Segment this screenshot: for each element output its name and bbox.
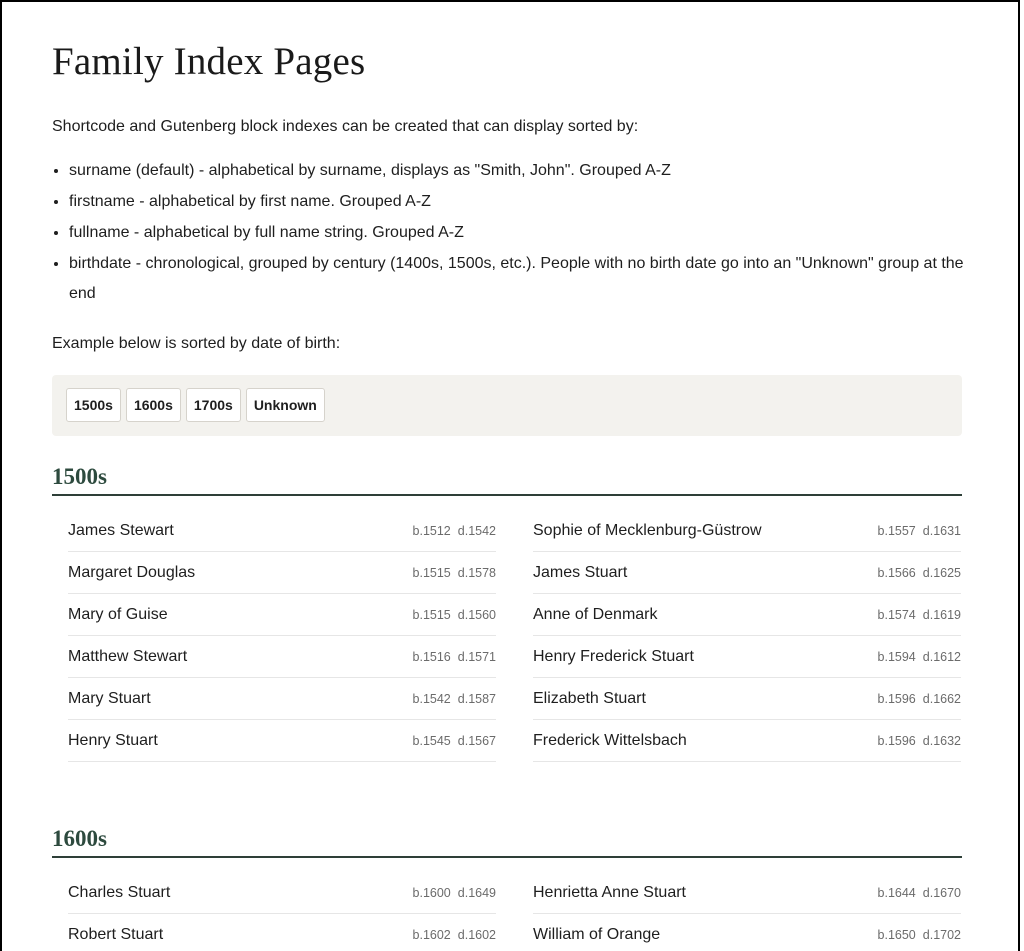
- person-row: [533, 510, 961, 552]
- person-name-link[interactable]: Henry Stuart: [68, 731, 158, 749]
- person-name-link[interactable]: Mary of Guise: [68, 605, 168, 623]
- group-1500s-list: [68, 510, 962, 762]
- person-dates: [878, 566, 961, 580]
- group-1500s-left-column: [68, 510, 496, 762]
- person-row: [68, 636, 496, 678]
- person-dates: [413, 692, 496, 706]
- jump-1500s-button[interactable]: 1500s: [66, 388, 121, 422]
- jump-1600s-button[interactable]: 1600s: [126, 388, 181, 422]
- death-year: d.1649: [457, 885, 496, 900]
- birth-year: b.1594: [877, 649, 916, 664]
- birth-year: b.1596: [877, 733, 916, 748]
- person-row: [533, 720, 961, 762]
- death-year: d.1619: [922, 607, 961, 622]
- person-name-link[interactable]: James Stuart: [533, 563, 628, 581]
- person-row: [533, 678, 961, 720]
- birth-year: b.1650: [877, 927, 916, 942]
- example-text: Example below is sorted by date of birth:: [52, 335, 341, 352]
- person-dates: [413, 928, 496, 942]
- person-name-link[interactable]: Robert Stuart: [68, 925, 164, 943]
- person-row: [533, 552, 961, 594]
- person-dates: [878, 524, 961, 538]
- birth-year: b.1557: [877, 523, 916, 538]
- death-year: d.1670: [922, 885, 961, 900]
- death-year: d.1662: [922, 691, 961, 706]
- group-1600s-list: [68, 872, 962, 951]
- group-1600s-left-column: [68, 872, 496, 951]
- birth-year: b.1545: [412, 733, 451, 748]
- birth-year: b.1644: [877, 885, 916, 900]
- person-name-link[interactable]: Sophie of Mecklenburg-Güstrow: [533, 521, 762, 539]
- person-dates: [878, 608, 961, 622]
- person-name-link[interactable]: Margaret Douglas: [68, 563, 196, 581]
- death-year: d.1587: [457, 691, 496, 706]
- death-year: d.1560: [457, 607, 496, 622]
- death-year: d.1602: [457, 927, 496, 942]
- birth-year: b.1566: [877, 565, 916, 580]
- sort-option-firstname: • firstname - alphabetical by first name. Grouped A-Z: [69, 186, 969, 217]
- person-dates: [413, 566, 496, 580]
- person-dates: [878, 650, 961, 664]
- sort-options-list: [52, 155, 969, 309]
- person-row: [533, 914, 961, 951]
- person-dates: [413, 734, 496, 748]
- person-dates: [878, 886, 961, 900]
- birth-year: b.1600: [412, 885, 451, 900]
- birth-year: b.1574: [877, 607, 916, 622]
- person-name-link[interactable]: William of Orange: [533, 925, 661, 943]
- person-dates: [413, 608, 496, 622]
- birth-year: b.1516: [412, 649, 451, 664]
- person-name-link[interactable]: Frederick Wittelsbach: [533, 731, 687, 749]
- death-year: d.1631: [922, 523, 961, 538]
- person-row: [533, 636, 961, 678]
- century-jump-bar: [52, 375, 962, 436]
- person-dates: [413, 886, 496, 900]
- page-title: Family Index Pages: [52, 40, 366, 83]
- birth-year: b.1542: [412, 691, 451, 706]
- death-year: d.1612: [922, 649, 961, 664]
- person-row: [68, 594, 496, 636]
- person-dates: [413, 524, 496, 538]
- person-row: [68, 678, 496, 720]
- person-row: [68, 914, 496, 951]
- group-1600s-right-column: [533, 872, 961, 951]
- person-name-link[interactable]: Elizabeth Stuart: [533, 689, 646, 707]
- person-dates: [878, 692, 961, 706]
- person-name-link[interactable]: Matthew Stewart: [68, 647, 188, 665]
- person-row: [68, 720, 496, 762]
- jump-1700s-button[interactable]: 1700s: [186, 388, 241, 422]
- intro-text: Shortcode and Gutenberg block indexes can be created that can display sorted by:: [52, 118, 639, 135]
- group-heading-1500s: 1500s: [52, 464, 962, 496]
- person-row: [68, 872, 496, 914]
- group-heading-1600s: 1600s: [52, 826, 962, 858]
- person-name-link[interactable]: Mary Stuart: [68, 689, 151, 707]
- person-name-link[interactable]: Henrietta Anne Stuart: [533, 883, 686, 901]
- sort-option-birthdate: • birthdate - chronological, grouped by century (1400s, 1500s, etc.). People with no birth date go into an "Unknown" group at the end: [69, 248, 969, 309]
- person-dates: [878, 928, 961, 942]
- death-year: d.1567: [457, 733, 496, 748]
- death-year: d.1578: [457, 565, 496, 580]
- person-dates: [413, 650, 496, 664]
- sort-option-surname: • surname (default) - alphabetical by surname, displays as "Smith, John". Grouped A-Z: [69, 155, 969, 186]
- birth-year: b.1512: [412, 523, 451, 538]
- death-year: d.1571: [457, 649, 496, 664]
- person-dates: [878, 734, 961, 748]
- death-year: d.1542: [457, 523, 496, 538]
- sort-option-fullname: • fullname - alphabetical by full name string. Grouped A-Z: [69, 217, 969, 248]
- birth-year: b.1515: [412, 565, 451, 580]
- birth-year: b.1515: [412, 607, 451, 622]
- person-row: [533, 594, 961, 636]
- person-name-link[interactable]: Anne of Denmark: [533, 605, 658, 623]
- group-1500s-right-column: [533, 510, 961, 762]
- person-row: [533, 872, 961, 914]
- person-name-link[interactable]: Henry Frederick Stuart: [533, 647, 694, 665]
- death-year: d.1632: [922, 733, 961, 748]
- birth-year: b.1602: [412, 927, 451, 942]
- birth-year: b.1596: [877, 691, 916, 706]
- person-name-link[interactable]: James Stewart: [68, 521, 174, 539]
- person-name-link[interactable]: Charles Stuart: [68, 883, 171, 901]
- person-row: [68, 552, 496, 594]
- death-year: d.1625: [922, 565, 961, 580]
- jump-unknown-button[interactable]: Unknown: [246, 388, 325, 422]
- death-year: d.1702: [922, 927, 961, 942]
- person-row: [68, 510, 496, 552]
